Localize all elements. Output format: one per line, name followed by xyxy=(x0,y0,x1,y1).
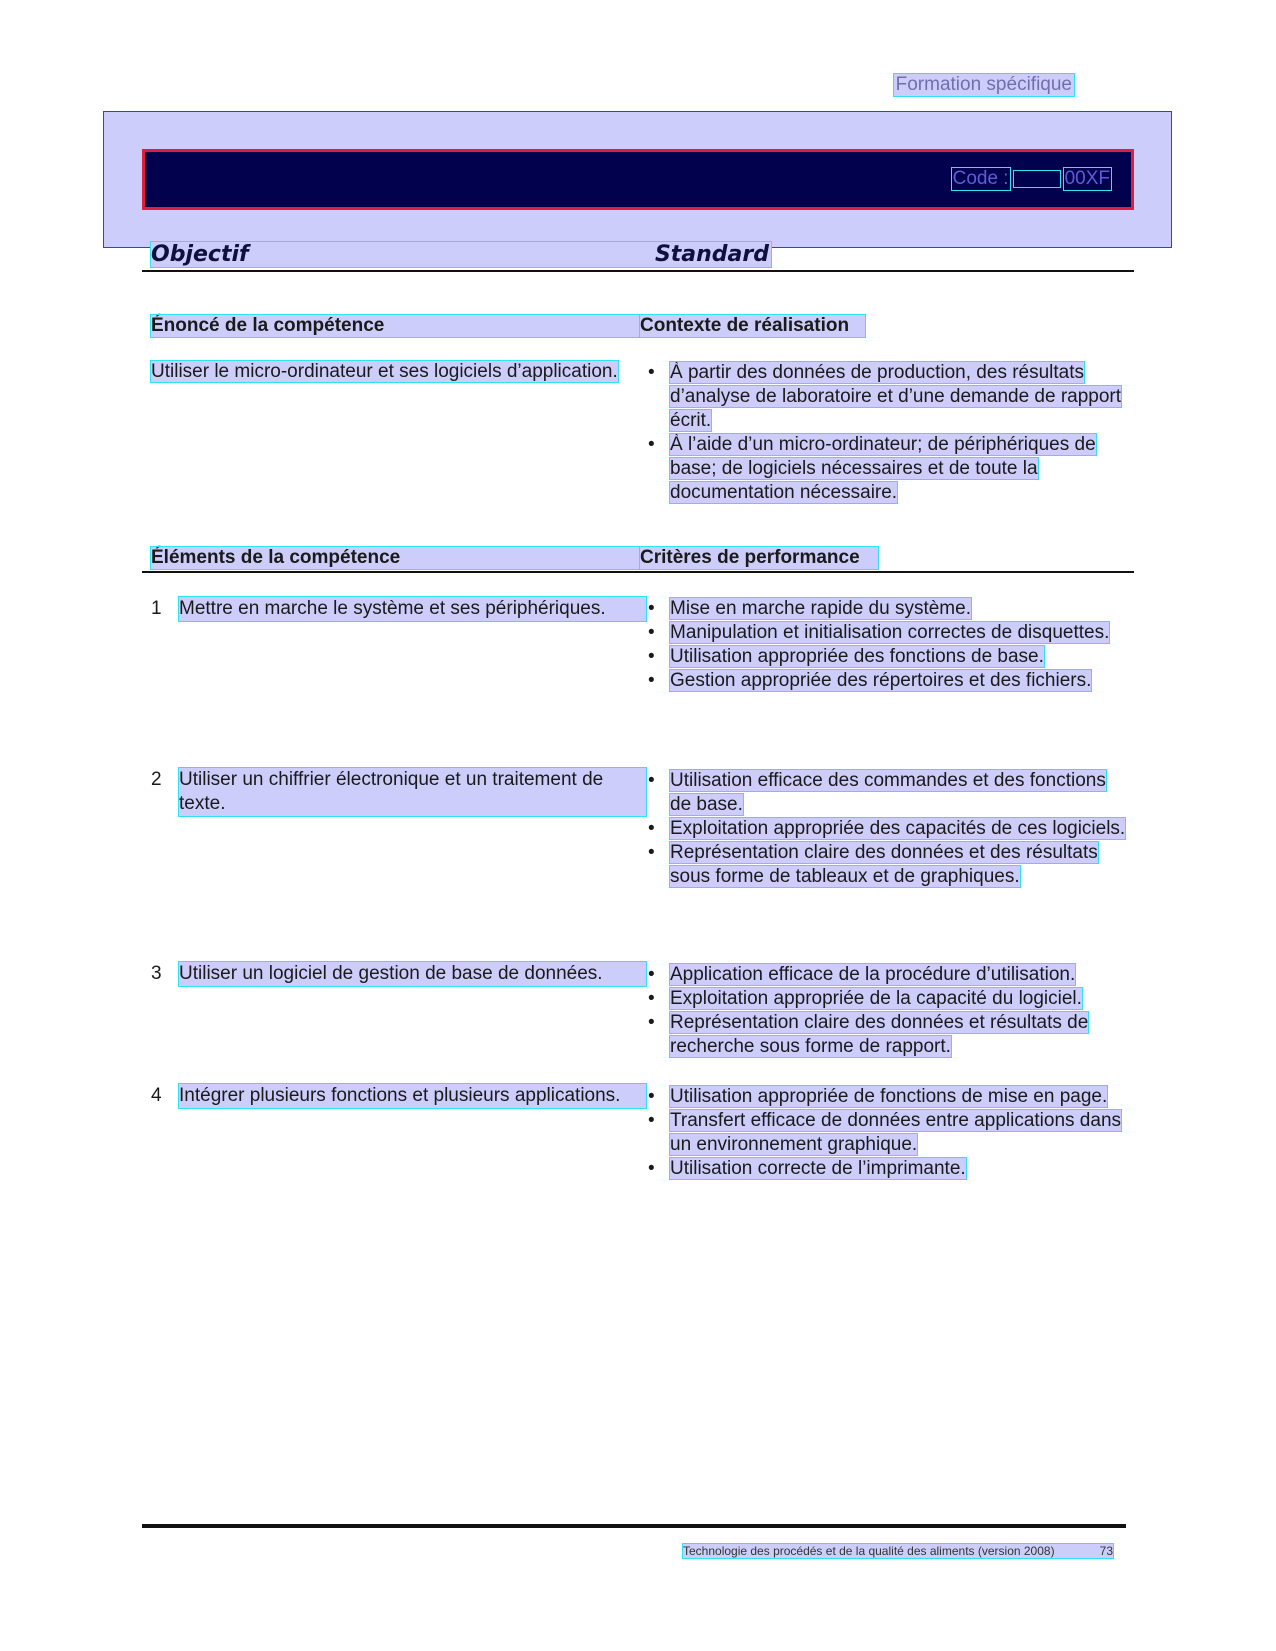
enonce-heading: Énoncé de la compétence xyxy=(151,315,646,337)
contexte-list xyxy=(648,361,1128,505)
code-value: 00XF xyxy=(1064,168,1110,189)
element-number: 2 xyxy=(151,769,162,790)
list-item: • Utilisation efficace des commandes et des fonctions de base. xyxy=(648,769,1128,817)
list-item: • À l’aide d’un micro-ordinateur; de périphériques de base; de logiciels nécessaires et de toute la documentation nécessaire. xyxy=(648,433,1128,505)
list-item: • Gestion appropriée des répertoires et des fichiers. xyxy=(648,669,1128,693)
list-item: • Exploitation appropriée de la capacité du logiciel. xyxy=(648,987,1128,1011)
element-number: 1 xyxy=(151,598,162,619)
title-bar xyxy=(142,149,1134,210)
element-text: Utiliser un logiciel de gestion de base de données. xyxy=(179,962,646,986)
standard-heading: Standard xyxy=(651,242,771,267)
section-rule xyxy=(142,571,1134,573)
contexte-heading: Contexte de réalisation xyxy=(640,315,865,337)
element-number: 3 xyxy=(151,963,162,984)
code-field xyxy=(952,168,1111,190)
list-item: • Transfert efficace de données entre applications dans un environnement graphique. xyxy=(648,1109,1128,1157)
page-footer xyxy=(683,1544,1113,1558)
code-spacer xyxy=(1014,171,1060,187)
element-text: Mettre en marche le système et ses périphériques. xyxy=(179,597,646,621)
code-label: Code : xyxy=(952,168,1009,189)
list-item: • Manipulation et initialisation correctes de disquettes. xyxy=(648,621,1128,645)
enonce-text-span: Utiliser le micro-ordinateur et ses logiciels d’application. xyxy=(151,361,618,382)
page-number: 73 xyxy=(1099,1544,1113,1558)
element-2 xyxy=(151,768,646,816)
element-number: 4 xyxy=(151,1085,162,1106)
list-item: • Représentation claire des données et résultats de recherche sous forme de rapport. xyxy=(648,1011,1128,1059)
element-text: Intégrer plusieurs fonctions et plusieurs applications. xyxy=(179,1084,646,1108)
objectif-heading-text: Objectif xyxy=(151,242,249,267)
criteria-list-4 xyxy=(648,1085,1128,1181)
footer-text: Technologie des procédés et de la qualité des aliments (version 2008) xyxy=(683,1544,1055,1558)
list-item: • Exploitation appropriée des capacités de ces logiciels. xyxy=(648,817,1128,841)
list-item: • À partir des données de production, des résultats d’analyse de laboratoire et d’une demande de rapport écrit. xyxy=(648,361,1128,433)
element-text: Utiliser un chiffrier électronique et un traitement de texte. xyxy=(179,768,646,816)
list-item: • Utilisation appropriée des fonctions de base. xyxy=(648,645,1128,669)
list-item: • Utilisation appropriée de fonctions de mise en page. xyxy=(648,1085,1128,1109)
element-4 xyxy=(151,1084,646,1108)
elements-heading: Éléments de la compétence xyxy=(151,547,646,569)
enonce-text xyxy=(151,360,646,384)
criteria-list-2 xyxy=(648,769,1128,889)
formation-label: Formation spécifique xyxy=(895,74,1072,95)
criteria-list-1 xyxy=(648,597,1128,693)
heading-rule xyxy=(142,270,1134,272)
criteria-list-3 xyxy=(648,963,1128,1059)
element-1 xyxy=(151,597,646,621)
criteres-heading: Critères de performance xyxy=(640,547,878,569)
footer-rule xyxy=(142,1524,1126,1528)
list-item: • Mise en marche rapide du système. xyxy=(648,597,1128,621)
element-3 xyxy=(151,962,646,986)
list-item: • Application efficace de la procédure d’utilisation. xyxy=(648,963,1128,987)
list-item: • Utilisation correcte de l’imprimante. xyxy=(648,1157,1128,1181)
list-item: • Représentation claire des données et des résultats sous forme de tableaux et de graphiques. xyxy=(648,841,1128,889)
